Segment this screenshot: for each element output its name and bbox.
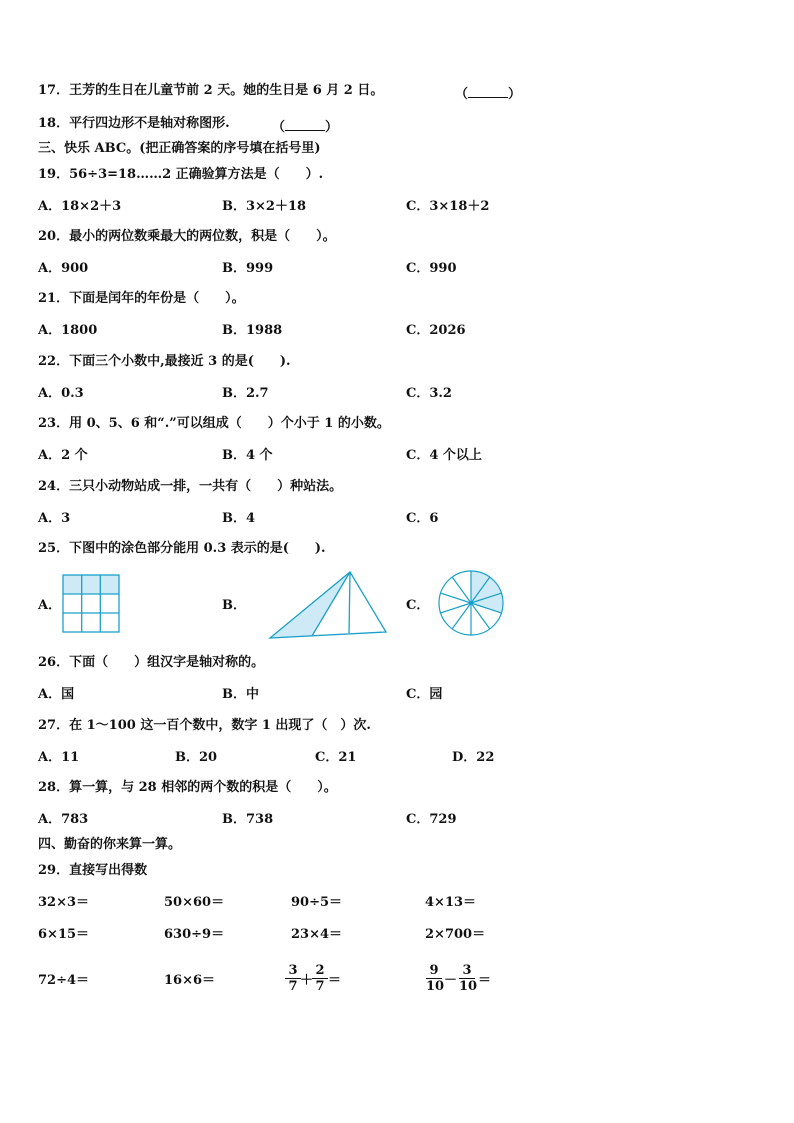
q22-option-c[interactable]: C．3.2 <box>406 386 452 401</box>
q28-option-c[interactable]: C．729 <box>406 812 457 827</box>
answer-blank-18[interactable]: （ ） <box>272 120 339 135</box>
q24-option-a[interactable]: A．3 <box>38 511 71 526</box>
question-19: 19．56÷3=18……2 正确验算方法是（ ）. <box>38 167 324 182</box>
question-20: 20．最小的两位数乘最大的两位数，积是（ ）。 <box>38 229 336 244</box>
question-22: 22．下面三个小数中,最接近 3 的是( ). <box>38 354 291 369</box>
q27-option-c[interactable]: C．21 <box>315 750 357 765</box>
question-25: 25．下图中的涂色部分能用 0.3 表示的是( ). <box>38 541 326 556</box>
q21-option-a[interactable]: A．1800 <box>38 323 98 338</box>
calc-item[interactable]: 4×13＝ <box>425 895 477 910</box>
q25-option-b[interactable]: B． <box>222 598 246 613</box>
q25-option-a[interactable]: A． <box>38 598 62 613</box>
fraction-3-10: 3 10 <box>459 963 478 994</box>
q19-option-a[interactable]: A．18×2＋3 <box>38 199 122 214</box>
calc-item[interactable]: 630÷9＝ <box>164 927 225 942</box>
question-21: 21．下面是闰年的年份是（ ）。 <box>38 291 245 306</box>
q21-option-b[interactable]: B．1988 <box>222 323 283 338</box>
fraction-3-7: 3 7 <box>285 963 301 994</box>
question-28: 28．算一算，与 28 相邻的两个数的积是（ ）。 <box>38 780 337 795</box>
question-29: 29．直接写出得数 <box>38 863 148 878</box>
q20-option-c[interactable]: C．990 <box>406 261 457 276</box>
calc-item[interactable]: 90÷5＝ <box>291 895 343 910</box>
fraction-2-7: 2 7 <box>312 963 328 994</box>
triangle-figure[interactable] <box>268 570 388 640</box>
q26-option-c[interactable]: C．园 <box>406 687 443 702</box>
q21-option-c[interactable]: C．2026 <box>406 323 466 338</box>
calc-item[interactable]: 16×6＝ <box>164 973 216 988</box>
q28-option-a[interactable]: A．783 <box>38 812 89 827</box>
q22-option-a[interactable]: A．0.3 <box>38 386 84 401</box>
section-3-heading: 三、快乐 ABC。(把正确答案的序号填在括号里) <box>38 141 321 156</box>
q24-option-c[interactable]: C．6 <box>406 511 439 526</box>
section-4-heading: 四、勤奋的你来算一算。 <box>38 837 182 852</box>
q23-option-b[interactable]: B．4 个 <box>222 448 273 463</box>
calc-item[interactable]: 72÷4＝ <box>38 973 90 988</box>
q20-option-b[interactable]: B．999 <box>222 261 274 276</box>
calc-item[interactable]: 50×60＝ <box>164 895 225 910</box>
q24-option-b[interactable]: B．4 <box>222 511 256 526</box>
grid-figure[interactable] <box>62 574 120 633</box>
circle-figure[interactable] <box>436 568 506 638</box>
fraction-9-10: 9 10 <box>426 963 445 994</box>
question-23: 23．用 0、5、6 和“.”可以组成（ ）个小于 1 的小数。 <box>38 416 390 431</box>
q27-option-a[interactable]: A．11 <box>38 750 80 765</box>
q22-option-b[interactable]: B．2.7 <box>222 386 269 401</box>
q23-option-a[interactable]: A．2 个 <box>38 448 88 463</box>
q25-option-c[interactable]: C． <box>406 598 430 613</box>
q19-option-c[interactable]: C．3×18＋2 <box>406 199 490 214</box>
plus-sign: ＋ <box>300 973 314 988</box>
question-24: 24．三只小动物站成一排，一共有（ ）种站法。 <box>38 479 343 494</box>
q26-option-b[interactable]: B．中 <box>222 687 259 702</box>
calc-item[interactable]: 23×4＝ <box>291 927 343 942</box>
q23-option-c[interactable]: C．4 个以上 <box>406 448 482 463</box>
answer-blank-17[interactable]: （ ） <box>455 87 522 102</box>
calc-item[interactable]: 6×15＝ <box>38 927 90 942</box>
minus-sign: － <box>444 973 458 988</box>
q26-option-a[interactable]: A．国 <box>38 687 75 702</box>
equals-sign: ＝ <box>328 973 342 988</box>
grid-shaded-row <box>63 575 119 594</box>
q28-option-b[interactable]: B．738 <box>222 812 274 827</box>
question-18: 18．平行四边形不是轴对称图形. <box>38 116 230 131</box>
q27-option-b[interactable]: B．20 <box>175 750 218 765</box>
equals-sign: ＝ <box>478 973 492 988</box>
q20-option-a[interactable]: A．900 <box>38 261 89 276</box>
question-27: 27．在 1～100 这一百个数中，数字 1 出现了（ ）次. <box>38 718 371 733</box>
question-17: 17．王芳的生日在儿童节前 2 天。她的生日是 6 月 2 日。 <box>38 83 384 98</box>
question-26: 26．下面（ ）组汉字是轴对称的。 <box>38 655 265 670</box>
calc-item[interactable]: 2×700＝ <box>425 927 486 942</box>
calc-item[interactable]: 32×3＝ <box>38 895 90 910</box>
q19-option-b[interactable]: B．3×2＋18 <box>222 199 307 214</box>
q27-option-d[interactable]: D．22 <box>452 750 495 765</box>
